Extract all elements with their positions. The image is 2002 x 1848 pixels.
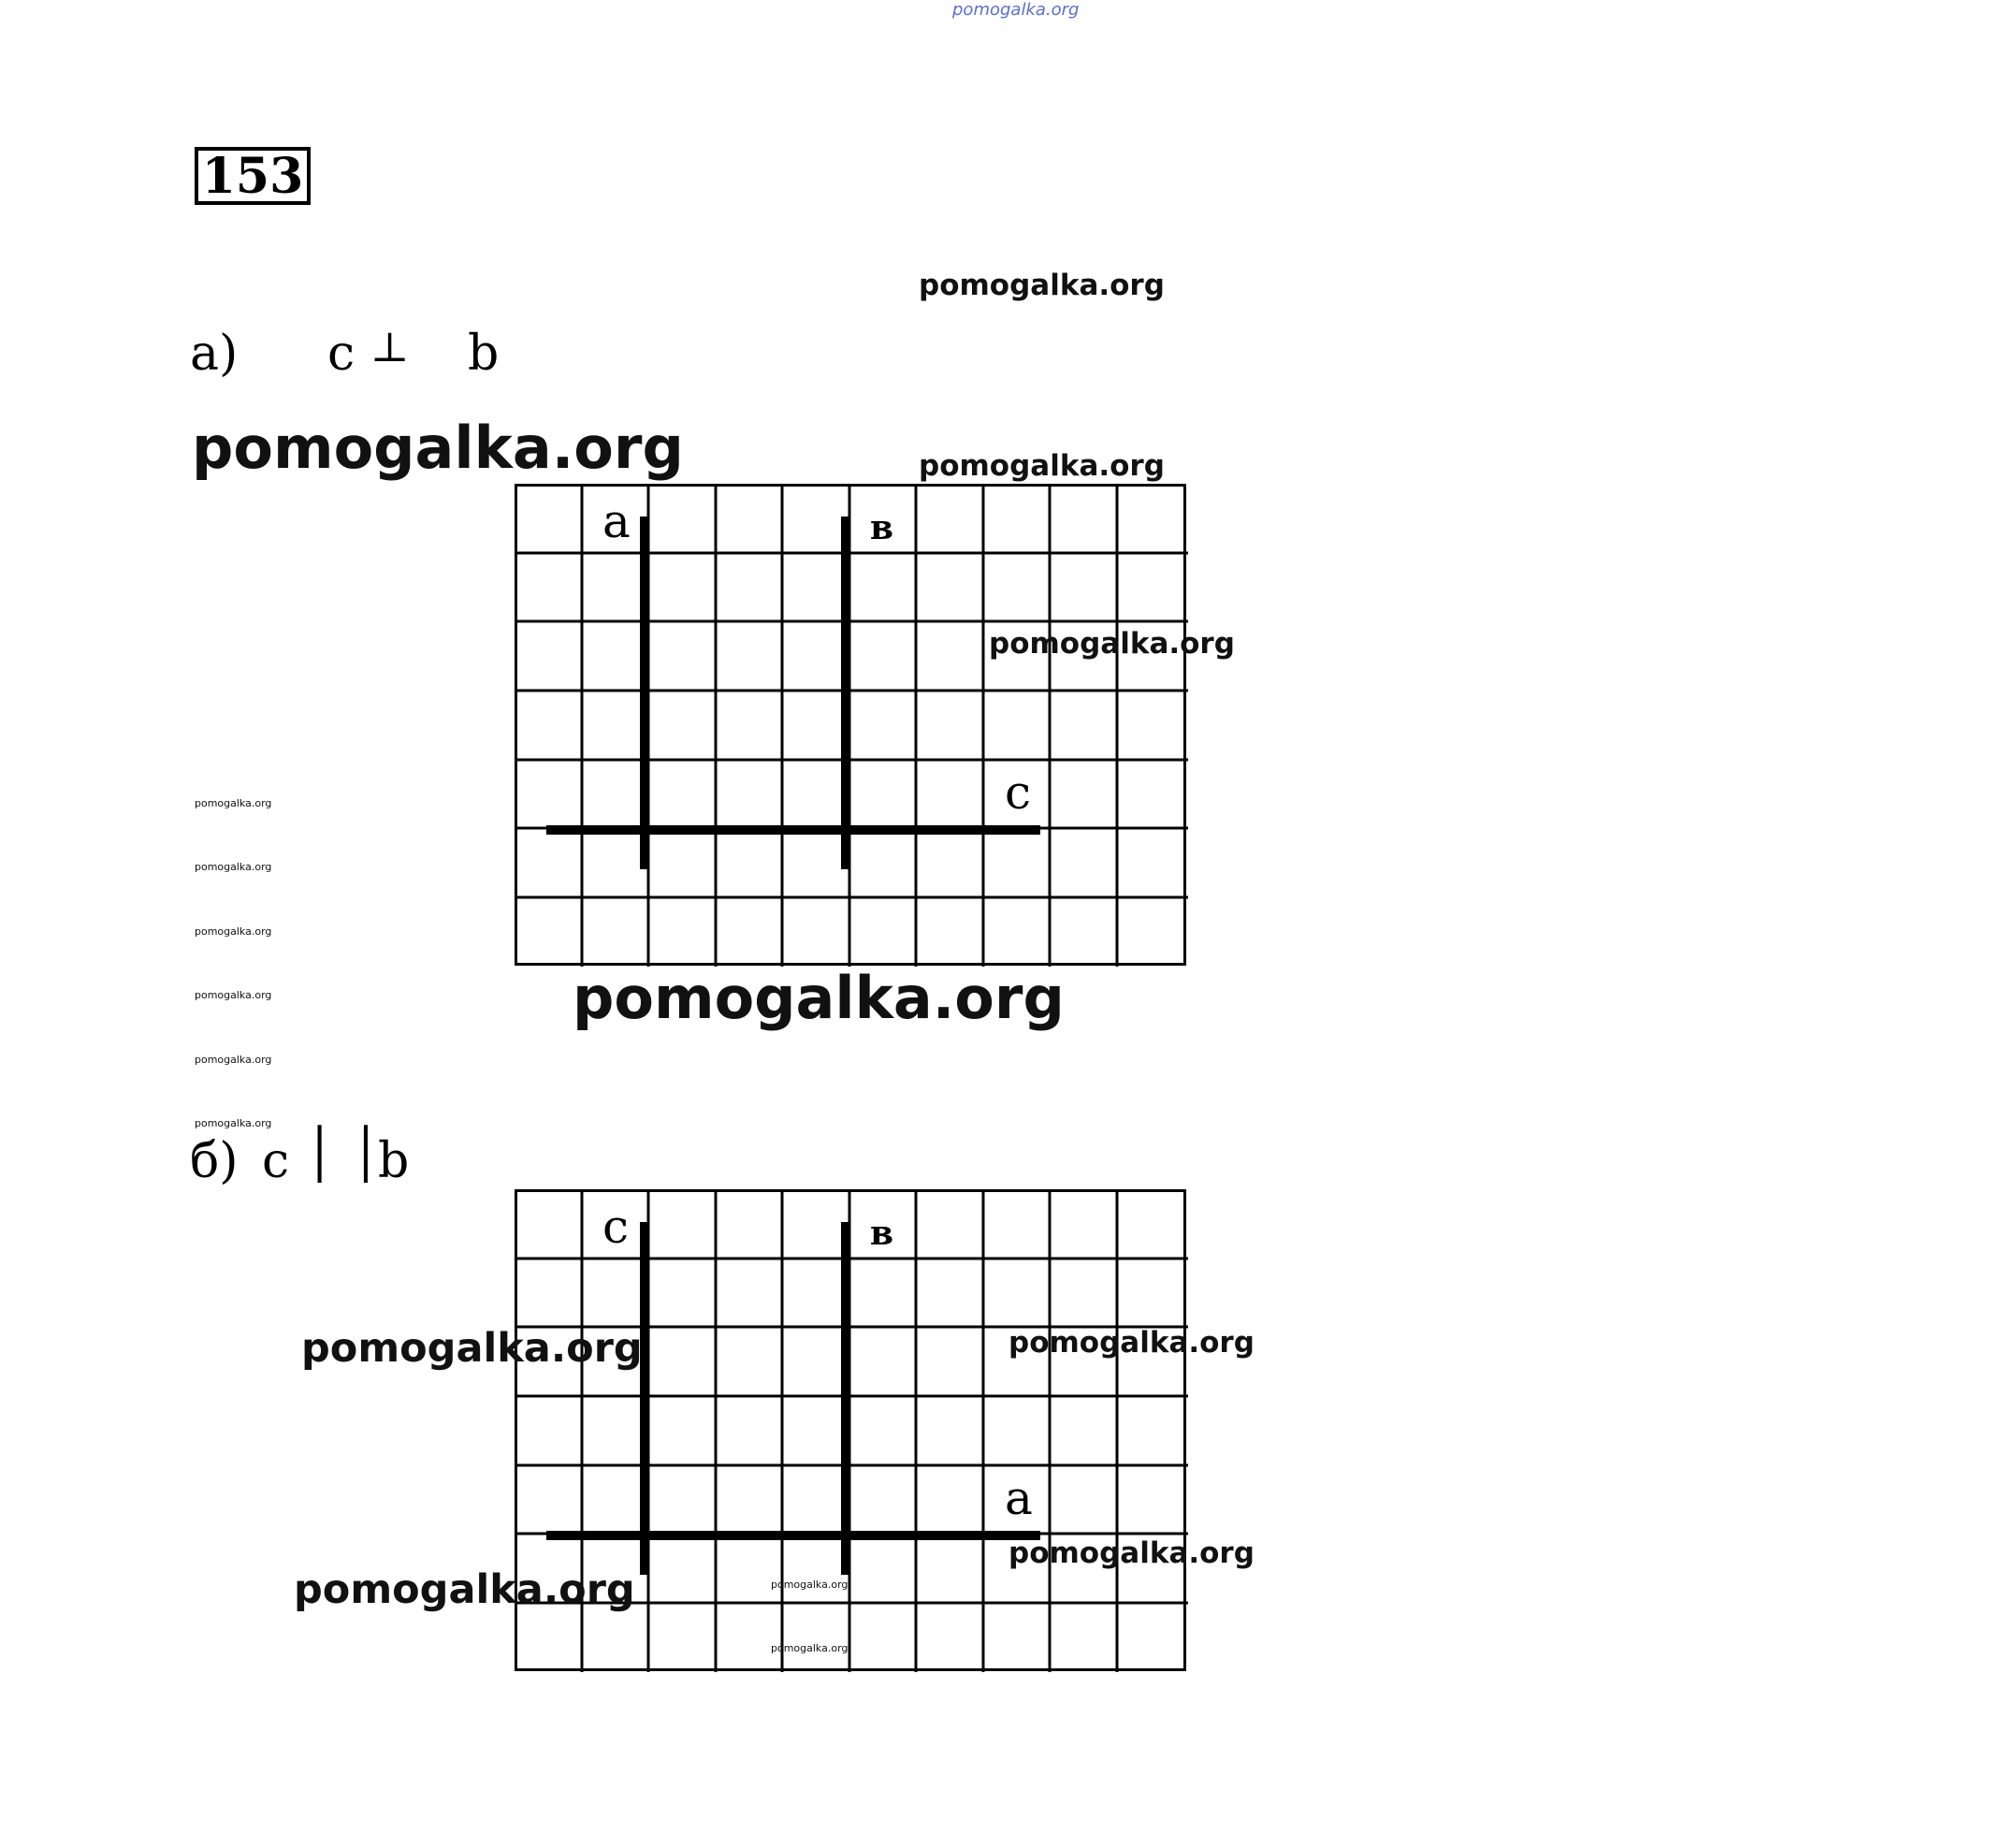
label-line-c: c: [602, 1200, 630, 1254]
parallel-symbol: │ │: [305, 1126, 381, 1183]
label-line-b: в: [870, 508, 894, 547]
watermark: pomogalka.org: [192, 414, 684, 482]
watermark: pomogalka.org: [1008, 1326, 1255, 1360]
part-b-right: b: [378, 1133, 410, 1189]
label-line-c: c: [1005, 765, 1032, 820]
label-line-b: в: [870, 1214, 894, 1253]
watermark: pomogalka.org: [195, 1054, 272, 1066]
watermark: pomogalka.org: [301, 1325, 643, 1372]
grid-a: [515, 484, 1188, 967]
watermark: pomogalka.org: [771, 1579, 849, 1591]
part-b-left: c: [262, 1133, 290, 1189]
label-line-a: a: [602, 494, 631, 548]
perpendicular-symbol: ⊥: [370, 324, 410, 371]
part-a-right: b: [468, 326, 500, 382]
watermark: pomogalka.org: [919, 269, 1165, 302]
part-a-label: а): [190, 326, 239, 382]
watermark: pomogalka.org: [294, 1566, 635, 1613]
watermark: pomogalka.org: [919, 449, 1165, 483]
problem-number: 153: [195, 147, 311, 205]
watermark: pomogalka.org: [989, 627, 1235, 661]
watermark: pomogalka.org: [1008, 1536, 1255, 1570]
part-b-label: б): [190, 1133, 239, 1189]
label-line-a: a: [1005, 1471, 1033, 1525]
watermark: pomogalka.org: [573, 964, 1065, 1032]
watermark: pomogalka.org: [195, 861, 272, 873]
watermark: pomogalka.org: [771, 1642, 849, 1654]
part-a-left: c: [327, 326, 355, 382]
watermark: pomogalka.org: [195, 925, 272, 938]
watermark-top: pomogalka.org: [952, 0, 1080, 20]
watermark: pomogalka.org: [195, 797, 272, 809]
watermark: pomogalka.org: [195, 1117, 272, 1129]
watermark: pomogalka.org: [195, 989, 272, 1001]
